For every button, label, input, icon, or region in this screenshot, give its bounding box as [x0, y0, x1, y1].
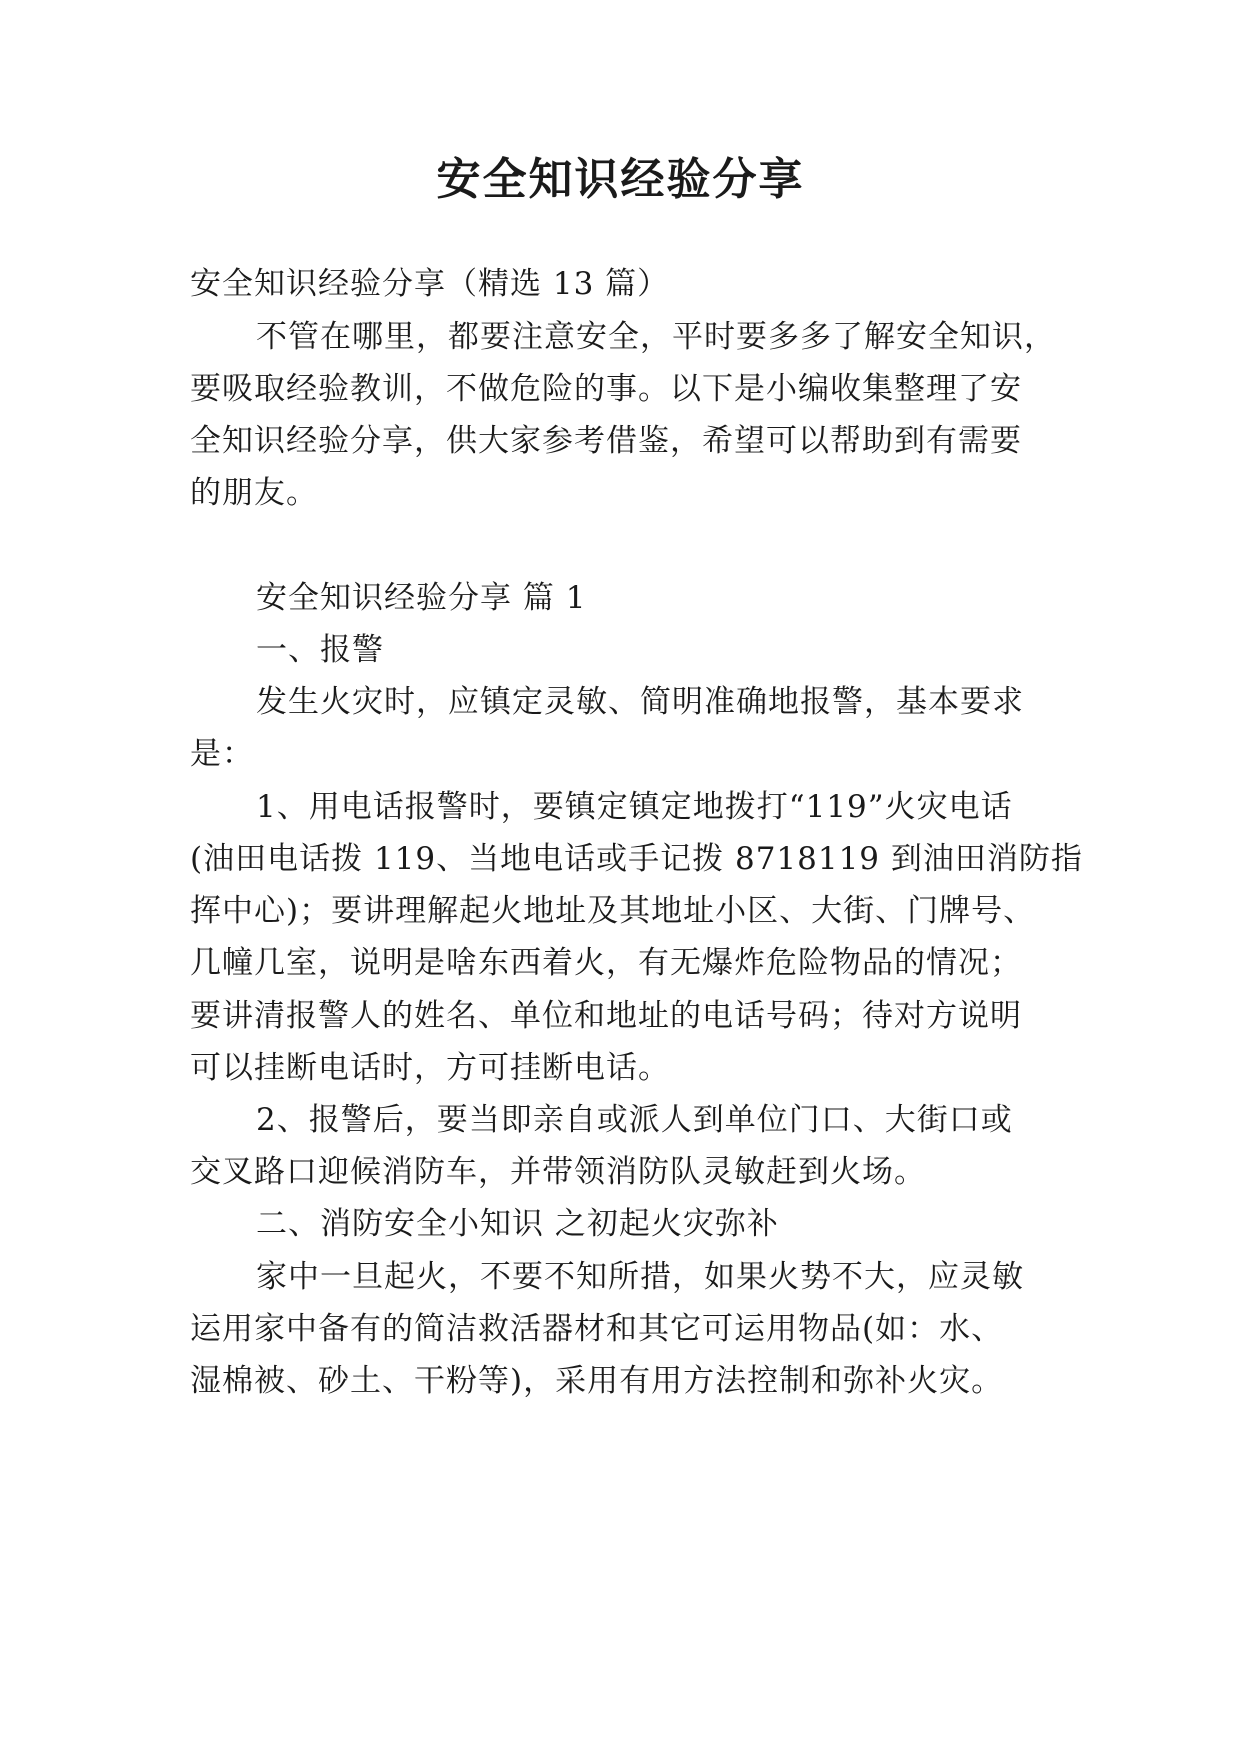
- paragraph-line: 交叉路口迎候消防车，并带领消防队灵敏赶到火场。: [190, 1154, 926, 1190]
- part2-heading: 二、消防安全小知识 之初起火灾弥补: [256, 1206, 779, 1242]
- intro-line: 全知识经验分享，供大家参考借鉴，希望可以帮助到有需要: [190, 423, 1022, 459]
- document-title: 安全知识经验分享: [436, 154, 805, 205]
- paragraph-line: (油田电话拨 119、当地电话或手记拨 8718119 到油田消防指: [190, 841, 1083, 877]
- paragraph-line: 可以挂断电话时，方可挂断电话。: [190, 1050, 670, 1086]
- paragraph-line: 几幢几室，说明是啥东西着火，有无爆炸危险物品的情况；: [190, 945, 1022, 981]
- intro-line: 不管在哪里，都要注意安全，平时要多多了解安全知识，: [256, 319, 1056, 355]
- paragraph-line: 1、用电话报警时，要镇定镇定地拨打“119”火灾电话: [256, 789, 1013, 825]
- paragraph-line: 要讲清报警人的姓名、单位和地址的电话号码；待对方说明: [190, 998, 1022, 1034]
- paragraph-line: 发生火灾时，应镇定灵敏、简明准确地报警，基本要求: [256, 684, 1024, 720]
- paragraph-line: 湿棉被、砂土、干粉等)，采用有用方法控制和弥补火灾。: [190, 1363, 1004, 1399]
- intro-line: 要吸取经验教训，不做危险的事。以下是小编收集整理了安: [190, 371, 1022, 407]
- paragraph-line: 2、报警后，要当即亲自或派人到单位门口、大街口或: [256, 1102, 1013, 1138]
- section-heading: 安全知识经验分享 篇 1: [256, 580, 587, 616]
- part1-heading: 一、报警: [256, 632, 384, 668]
- paragraph-line: 家中一旦起火，不要不知所措，如果火势不大，应灵敏: [256, 1259, 1024, 1295]
- intro-line: 的朋友。: [190, 475, 318, 511]
- paragraph-line: 是：: [190, 736, 254, 772]
- paragraph-line: 挥中心)；要讲理解起火地址及其地址小区、大街、门牌号、: [190, 893, 1036, 929]
- paragraph-line: 运用家中备有的简洁救活器材和其它可运用物品(如：水、: [190, 1311, 1004, 1347]
- document-subtitle: 安全知识经验分享（精选 13 篇）: [190, 266, 670, 302]
